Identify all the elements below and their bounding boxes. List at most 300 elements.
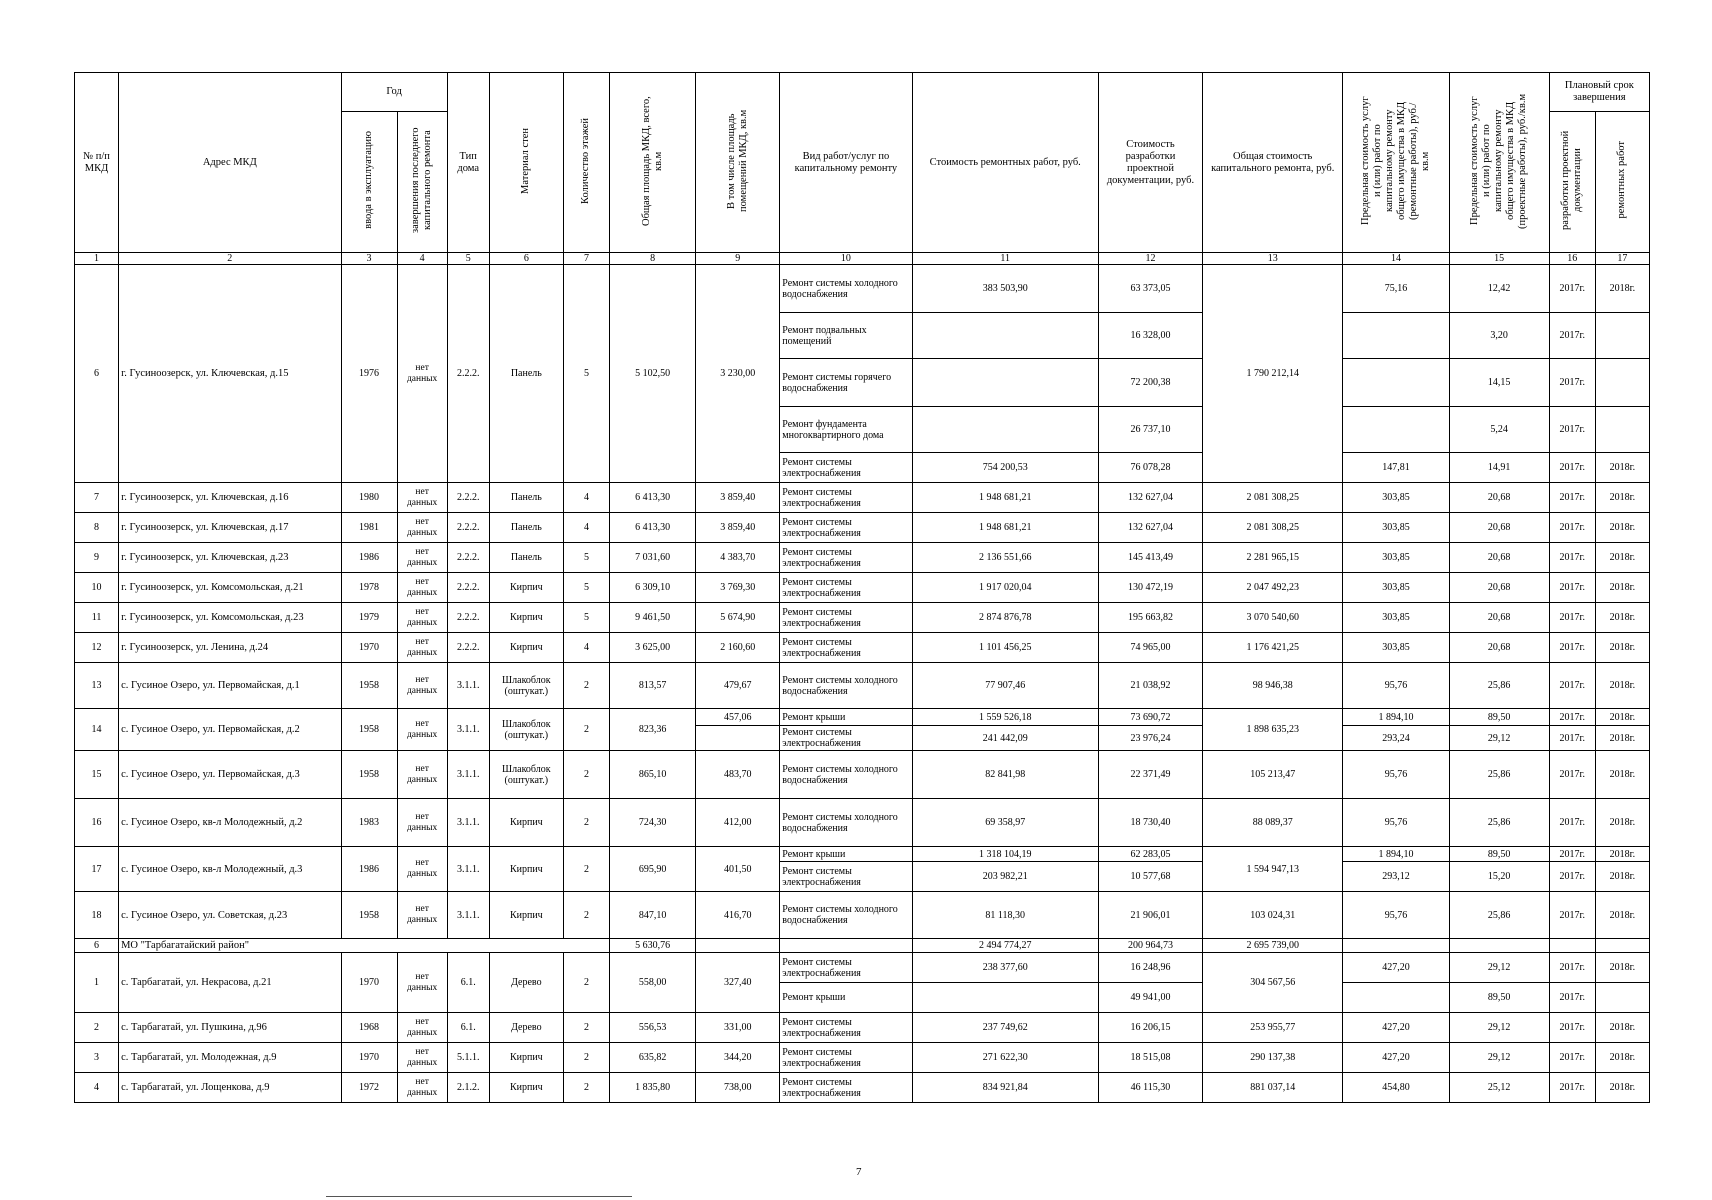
row-area: 5 102,50 [609,265,695,483]
row-limit-repair [1343,313,1449,359]
row-deadline-design: 2017г. [1549,1043,1595,1073]
row-last-repair: нет данных [397,483,447,513]
row-num: 12 [75,633,119,663]
row-area: 558,00 [609,953,695,1013]
section-empty [1595,939,1649,953]
rows-15-16 [75,751,1650,847]
row-deadline-design: 2017г. [1549,265,1595,313]
row-material: Шлакоблок (оштукат.) [489,663,563,709]
row-limit-design: 20,68 [1449,573,1549,603]
row-address: г. Гусиноозерск, ул. Ключевская, д.17 [119,513,341,543]
row-house-type: 3.1.1. [447,751,489,799]
row-floors: 2 [563,709,609,751]
row-last-repair: нет данных [397,751,447,799]
row-deadline-repair: 2018г. [1595,1043,1649,1073]
row-17-group [75,847,1650,892]
row-address: с. Гусиное Озеро, ул. Первомайская, д.1 [119,663,341,709]
row-house-type: 3.1.1. [447,663,489,709]
row-limit-design: 29,12 [1449,1043,1549,1073]
row-last-repair: нет данных [397,265,447,483]
row-area: 6 413,30 [609,513,695,543]
row-premises: 4 383,70 [696,543,780,573]
row-repair-cost: 383 503,90 [912,265,1098,313]
row-limit-design: 25,12 [1449,1073,1549,1103]
row-house-type: 3.1.1. [447,799,489,847]
row-premises: 5 674,90 [696,603,780,633]
row-premises: 401,50 [696,847,780,892]
header-work-type: Вид работ/услуг по капитальному ремонту [780,73,912,253]
row-design-cost: 132 627,04 [1098,513,1202,543]
row-num: 11 [75,603,119,633]
row-limit-design: 20,68 [1449,543,1549,573]
section-design: 200 964,73 [1098,939,1202,953]
row-year: 1986 [341,543,397,573]
row-work: Ремонт системы электроснабжения [780,726,912,751]
row-last-repair: нет данных [397,847,447,892]
row-num: 13 [75,663,119,709]
row-limit-design: 89,50 [1449,847,1549,862]
row-floors: 5 [563,265,609,483]
row-material: Панель [489,265,563,483]
row-area: 847,10 [609,892,695,939]
table-row [75,573,1650,603]
row-limit-repair: 1 894,10 [1343,709,1449,726]
row-work: Ремонт системы электроснабжения [780,633,912,663]
row-area: 6 309,10 [609,573,695,603]
header-num: № п/п МКД [75,73,119,253]
row-limit-design: 89,50 [1449,709,1549,726]
row-num: 16 [75,799,119,847]
row-deadline-repair: 2018г. [1595,663,1649,709]
header-total-area: Общая площадь МКД, всего, кв.м [609,73,695,253]
table-row [75,953,1650,983]
row-floors: 2 [563,799,609,847]
row-house-type: 3.1.1. [447,847,489,892]
row-total-cost: 1 594 947,13 [1203,847,1343,892]
row-deadline-repair: 2018г. [1595,513,1649,543]
row-num: 4 [75,1073,119,1103]
row-num: 10 [75,573,119,603]
col-number: 12 [1098,253,1202,265]
table-row [75,483,1650,513]
row-floors: 2 [563,847,609,892]
row-floors: 4 [563,633,609,663]
section-empty [1343,939,1449,953]
row-repair-cost: 241 442,09 [912,726,1098,751]
row-limit-repair: 95,76 [1343,751,1449,799]
row-house-type: 6.1. [447,1013,489,1043]
row-limit-repair: 427,20 [1343,1013,1449,1043]
row-design-cost: 72 200,38 [1098,359,1202,407]
header-year-last-repair: завершения последнего капитального ремонта [397,112,447,253]
section-name: МО "Тарбагатайский район" [119,939,610,953]
row-design-cost: 16 248,96 [1098,953,1202,983]
row-num: 9 [75,543,119,573]
section-empty [1549,939,1595,953]
row-num: 14 [75,709,119,751]
row-repair-cost: 1 318 104,19 [912,847,1098,862]
header-deadline-repair: ремонтных работ [1595,112,1649,253]
col-number: 4 [397,253,447,265]
row-work: Ремонт системы электроснабжения [780,453,912,483]
row-last-repair: нет данных [397,1013,447,1043]
row-deadline-repair: 2018г. [1595,892,1649,939]
row-total-cost: 304 567,56 [1203,953,1343,1013]
header-limit-design: Предельная стоимость услуг и (или) работ по капитальному ремонту общего имущества в МКД (проектные работы), руб./кв.м [1449,73,1549,253]
col-number: 17 [1595,253,1649,265]
row-limit-repair: 303,85 [1343,573,1449,603]
row-limit-repair: 303,85 [1343,483,1449,513]
row-design-cost: 132 627,04 [1098,483,1202,513]
row-limit-repair: 303,85 [1343,513,1449,543]
row-repair-cost: 238 377,60 [912,953,1098,983]
row-repair-cost: 81 118,30 [912,892,1098,939]
col-number: 8 [609,253,695,265]
row-total-cost: 98 946,38 [1203,663,1343,709]
row-area: 7 031,60 [609,543,695,573]
row-limit-repair [1343,407,1449,453]
row-floors: 4 [563,513,609,543]
row-work: Ремонт системы электроснабжения [780,1013,912,1043]
row-last-repair: нет данных [397,513,447,543]
row-work: Ремонт системы холодного водоснабжения [780,265,912,313]
row-work: Ремонт системы электроснабжения [780,513,912,543]
row-floors: 2 [563,953,609,1013]
row-premises: 2 160,60 [696,633,780,663]
col-number: 9 [696,253,780,265]
row-deadline-repair: 2018г. [1595,862,1649,892]
row-repair-cost: 271 622,30 [912,1043,1098,1073]
row-deadline-design: 2017г. [1549,709,1595,726]
row-repair-cost: 1 917 020,04 [912,573,1098,603]
row-work: Ремонт системы холодного водоснабжения [780,799,912,847]
row-limit-repair: 147,81 [1343,453,1449,483]
row-house-type: 6.1. [447,953,489,1013]
section-empty [696,939,780,953]
row-floors: 4 [563,483,609,513]
header-premises-area: В том числе площадь помещений МКД, кв.м [696,73,780,253]
row-deadline-design: 2017г. [1549,543,1595,573]
row-address: г. Гусиноозерск, ул. Комсомольская, д.23 [119,603,341,633]
row-limit-design: 25,86 [1449,799,1549,847]
row-deadline-repair: 2018г. [1595,953,1649,983]
column-number-row [75,253,1650,265]
row-design-cost: 26 737,10 [1098,407,1202,453]
row-work: Ремонт системы электроснабжения [780,1043,912,1073]
table-row [75,709,1650,726]
row-premises: 331,00 [696,1013,780,1043]
row-design-cost: 16 206,15 [1098,1013,1202,1043]
row-num: 17 [75,847,119,892]
header-floors: Количество этажей [563,73,609,253]
row-repair-cost: 754 200,53 [912,453,1098,483]
row-14-group [75,709,1650,751]
row-design-cost: 49 941,00 [1098,983,1202,1013]
row-year: 1970 [341,1043,397,1073]
row-deadline-design: 2017г. [1549,483,1595,513]
row-design-cost: 73 690,72 [1098,709,1202,726]
row-floors: 5 [563,543,609,573]
table-row [75,751,1650,799]
row-year: 1981 [341,513,397,543]
row-deadline-design: 2017г. [1549,359,1595,407]
col-number: 16 [1549,253,1595,265]
row-limit-design: 15,20 [1449,862,1549,892]
row-address: г. Гусиноозерск, ул. Ключевская, д.15 [119,265,341,483]
row-area: 865,10 [609,751,695,799]
row-limit-repair: 293,24 [1343,726,1449,751]
header-wall-material: Материал стен [489,73,563,253]
row-deadline-repair [1595,983,1649,1013]
col-number: 15 [1449,253,1549,265]
row-address: с. Гусиное Озеро, кв-л Молодежный, д.2 [119,799,341,847]
row-material: Кирпич [489,633,563,663]
row-year: 1970 [341,633,397,663]
row-deadline-repair: 2018г. [1595,1013,1649,1043]
row-deadline-design: 2017г. [1549,453,1595,483]
row-material: Дерево [489,1013,563,1043]
row-total-cost: 1 790 212,14 [1203,265,1343,483]
row-num: 7 [75,483,119,513]
row-material: Кирпич [489,573,563,603]
row-total-cost: 881 037,14 [1203,1073,1343,1103]
row-num: 1 [75,953,119,1013]
row-num: 15 [75,751,119,799]
row-limit-repair: 95,76 [1343,799,1449,847]
row-address: с. Гусиное Озеро, кв-л Молодежный, д.3 [119,847,341,892]
row-design-cost: 21 038,92 [1098,663,1202,709]
row-material: Дерево [489,953,563,1013]
row-year: 1968 [341,1013,397,1043]
row-premises-empty [696,726,780,751]
row-area: 6 413,30 [609,483,695,513]
row-deadline-repair: 2018г. [1595,726,1649,751]
section-empty [780,939,912,953]
row-total-cost: 3 070 540,60 [1203,603,1343,633]
row-work: Ремонт системы холодного водоснабжения [780,751,912,799]
row-num: 2 [75,1013,119,1043]
col-number: 13 [1203,253,1343,265]
section-total: 2 695 739,00 [1203,939,1343,953]
row-total-cost: 1 176 421,25 [1203,633,1343,663]
row-house-type: 2.1.2. [447,1073,489,1103]
row-total-cost: 253 955,77 [1203,1013,1343,1043]
row-year: 1972 [341,1073,397,1103]
row-deadline-design: 2017г. [1549,603,1595,633]
row-work: Ремонт системы электроснабжения [780,953,912,983]
row-total-cost: 105 213,47 [1203,751,1343,799]
row-total-cost: 290 137,38 [1203,1043,1343,1073]
row-year: 1976 [341,265,397,483]
row-floors: 2 [563,1043,609,1073]
row-limit-design: 29,12 [1449,1013,1549,1043]
row-design-cost: 63 373,05 [1098,265,1202,313]
row-limit-design: 14,91 [1449,453,1549,483]
row-design-cost: 18 730,40 [1098,799,1202,847]
row-premises: 327,40 [696,953,780,1013]
header-repair-cost: Стоимость ремонтных работ, руб. [912,73,1098,253]
row-work: Ремонт системы электроснабжения [780,573,912,603]
row-premises: 3 769,30 [696,573,780,603]
row-num: 18 [75,892,119,939]
row-repair-cost: 834 921,84 [912,1073,1098,1103]
row-repair-cost [912,359,1098,407]
row-year: 1958 [341,709,397,751]
table-row [75,1073,1650,1103]
row-floors: 2 [563,663,609,709]
row-deadline-repair: 2018г. [1595,265,1649,313]
row-material: Кирпич [489,603,563,633]
row-work: Ремонт системы электроснабжения [780,483,912,513]
row-deadline-design: 2017г. [1549,1073,1595,1103]
row-work: Ремонт системы электроснабжения [780,603,912,633]
row-repair-cost: 2 874 876,78 [912,603,1098,633]
header-total-cost: Общая стоимость капитального ремонта, руб. [1203,73,1343,253]
row-material: Панель [489,513,563,543]
row-year: 1980 [341,483,397,513]
row-repair-cost: 82 841,98 [912,751,1098,799]
row-address: г. Гусиноозерск, ул. Ключевская, д.23 [119,543,341,573]
row-material: Панель [489,543,563,573]
row-deadline-repair: 2018г. [1595,751,1649,799]
row-work: Ремонт крыши [780,983,912,1013]
row-material: Кирпич [489,847,563,892]
row-floors: 5 [563,603,609,633]
row-deadline-repair: 2018г. [1595,633,1649,663]
row-deadline-repair [1595,359,1649,407]
col-number: 3 [341,253,397,265]
row-area: 1 835,80 [609,1073,695,1103]
row-deadline-design: 2017г. [1549,953,1595,983]
table-row [75,892,1650,939]
row-premises: 416,70 [696,892,780,939]
row-house-type: 3.1.1. [447,709,489,751]
row-design-cost: 195 663,82 [1098,603,1202,633]
section-group [75,939,1650,953]
simple-rows [75,483,1650,709]
row-repair-cost: 1 101 456,25 [912,633,1098,663]
row-limit-design: 20,68 [1449,633,1549,663]
row-total-cost: 103 024,31 [1203,892,1343,939]
row-repair-cost: 1 948 681,21 [912,483,1098,513]
row-design-cost: 130 472,19 [1098,573,1202,603]
header-address: Адрес МКД [119,73,341,253]
row-num: 3 [75,1043,119,1073]
row-design-cost: 22 371,49 [1098,751,1202,799]
col-number: 10 [780,253,912,265]
row-limit-repair: 1 894,10 [1343,847,1449,862]
row-premises: 344,20 [696,1043,780,1073]
row-limit-design: 89,50 [1449,983,1549,1013]
row-area: 724,30 [609,799,695,847]
row-deadline-design: 2017г. [1549,862,1595,892]
row-premises: 483,70 [696,751,780,799]
header-deadline: Плановый срок завершения [1549,73,1649,112]
row-work: Ремонт подвальных помещений [780,313,912,359]
row-deadline-repair: 2018г. [1595,573,1649,603]
row-material: Шлакоблок (оштукат.) [489,751,563,799]
row-house-type: 5.1.1. [447,1043,489,1073]
row-material: Кирпич [489,1043,563,1073]
row-deadline-design: 2017г. [1549,892,1595,939]
row-limit-design: 29,12 [1449,726,1549,751]
row-address: г. Гусиноозерск, ул. Ключевская, д.16 [119,483,341,513]
row-year: 1979 [341,603,397,633]
row-work: Ремонт фундамента многоквартирного дома [780,407,912,453]
row-address: г. Гусиноозерск, ул. Ленина, д.24 [119,633,341,663]
row-year: 1978 [341,573,397,603]
row-limit-design: 25,86 [1449,663,1549,709]
section-empty [1449,939,1549,953]
row-deadline-design: 2017г. [1549,407,1595,453]
row-limit-design: 25,86 [1449,751,1549,799]
row-year: 1970 [341,953,397,1013]
row-premises: 3 859,40 [696,483,780,513]
row-design-cost: 62 283,05 [1098,847,1202,862]
row-last-repair: нет данных [397,663,447,709]
row-last-repair: нет данных [397,573,447,603]
row-deadline-design: 2017г. [1549,847,1595,862]
row-house-type: 2.2.2. [447,483,489,513]
row-house-type: 2.2.2. [447,633,489,663]
row-floors: 2 [563,892,609,939]
table-row [75,799,1650,847]
table-row [75,1043,1650,1073]
row-work: Ремонт крыши [780,847,912,862]
row-deadline-design: 2017г. [1549,513,1595,543]
row-work: Ремонт системы электроснабжения [780,543,912,573]
row-design-cost: 10 577,68 [1098,862,1202,892]
row-repair-cost: 237 749,62 [912,1013,1098,1043]
row-total-cost: 2 047 492,23 [1203,573,1343,603]
row-limit-design: 29,12 [1449,953,1549,983]
row-year: 1958 [341,663,397,709]
row-num: 6 [75,265,119,483]
section-row [75,939,1650,953]
t1-group [75,953,1650,1013]
row-limit-repair: 95,76 [1343,663,1449,709]
row-house-type: 3.1.1. [447,892,489,939]
col-number: 2 [119,253,341,265]
table-row [75,513,1650,543]
row-premises: 3 859,40 [696,513,780,543]
header-limit-repair: Предельная стоимость услуг и (или) работ по капитальному ремонту общего имущества в МКД (ремонтные работы), руб./кв.м [1343,73,1449,253]
row-work: Ремонт системы холодного водоснабжения [780,892,912,939]
row-last-repair: нет данных [397,953,447,1013]
row-last-repair: нет данных [397,1073,447,1103]
table-row [75,265,1650,313]
row-material: Кирпич [489,892,563,939]
col-number: 5 [447,253,489,265]
row-design-cost: 18 515,08 [1098,1043,1202,1073]
row-address: г. Гусиноозерск, ул. Комсомольская, д.21 [119,573,341,603]
row-limit-repair: 293,12 [1343,862,1449,892]
row-area: 3 625,00 [609,633,695,663]
row-material: Кирпич [489,799,563,847]
row-limit-repair: 303,85 [1343,543,1449,573]
row-repair-cost: 1 948 681,21 [912,513,1098,543]
row-floors: 2 [563,1013,609,1043]
row-work: Ремонт системы электроснабжения [780,1073,912,1103]
row-material: Кирпич [489,1073,563,1103]
header-year: Год [341,73,447,112]
row-limit-design: 5,24 [1449,407,1549,453]
row-house-type: 2.2.2. [447,513,489,543]
table-row [75,543,1650,573]
row-last-repair: нет данных [397,543,447,573]
row-limit-repair: 75,16 [1343,265,1449,313]
row-year: 1986 [341,847,397,892]
